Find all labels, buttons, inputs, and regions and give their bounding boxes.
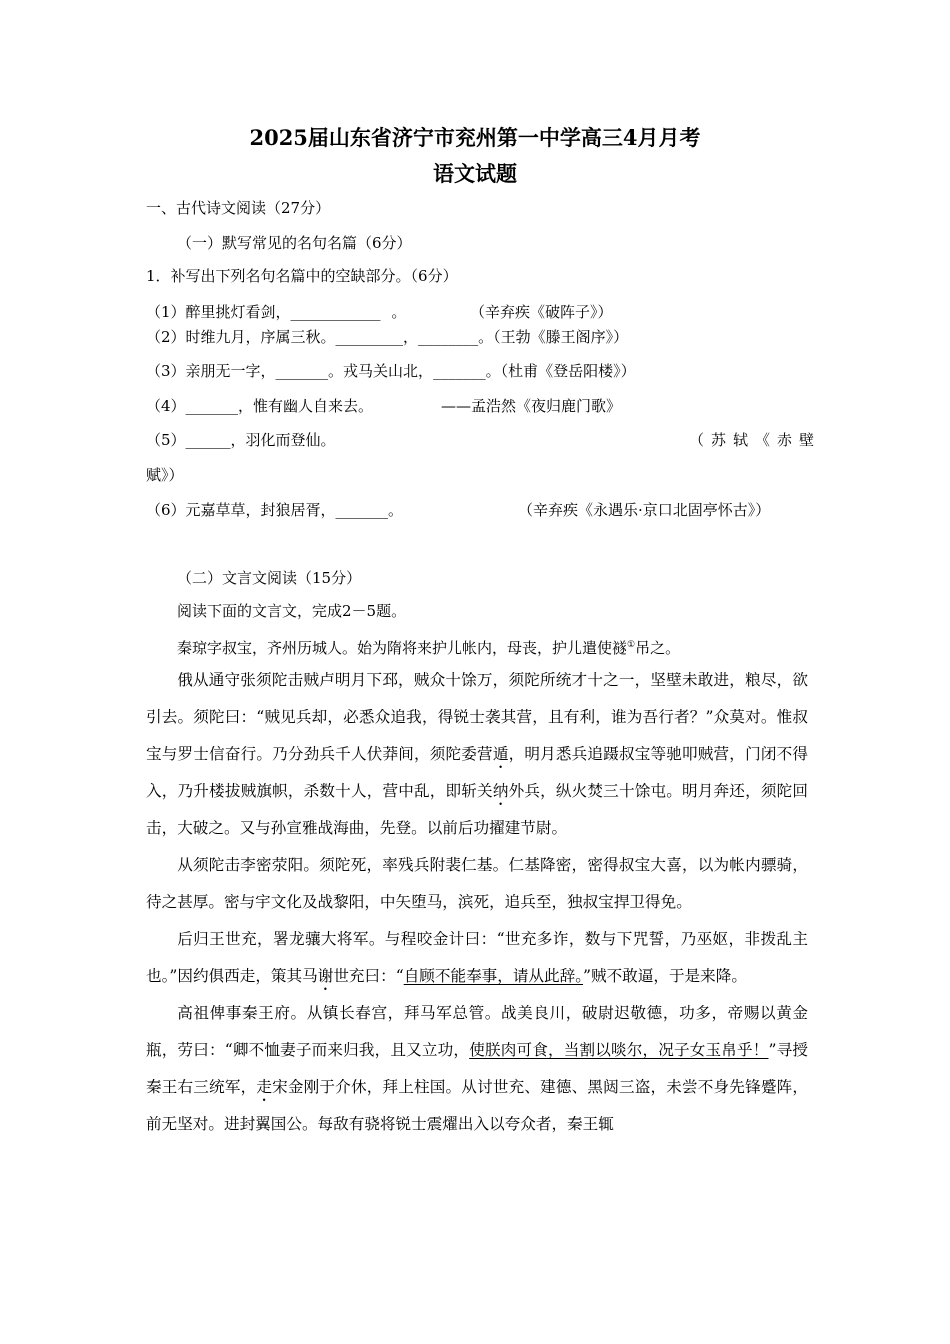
exam-title: 2025届山东省济宁市兖州第一中学高三4月月考 [249, 125, 701, 150]
answer-blank: _______ [433, 362, 486, 380]
answer-blank: _______ [275, 362, 329, 380]
passage-para-1: 秦琼字叔宝，齐州历城人。始为隋将来护儿帐内，母丧，护儿遣使襚①吊之。 [177, 639, 681, 657]
answer-blank: _________ [335, 328, 404, 346]
item-6: （6）元嘉草草，封狼居胥，_______。 [146, 501, 404, 519]
item-5-source-cont: 赋》） [146, 466, 184, 484]
footnote-marker: ① [627, 640, 636, 650]
item-1: （1）醉里挑灯看剑，____________ 。 [146, 303, 407, 321]
passage-para-2: 俄从通守张须陀击贼卢明月下邳，贼众十馀万，须陀所统才十之一，坚壁未敢进，粮尽，欲引去。须陀曰：“贼见兵却，必悉众追我，得锐士袭其营，且有利，谁为吾行者？”众莫对。惟叔宝与罗士信奋行。乃分劲兵千人伏莽间，须陀委营遁，明月悉兵追蹑叔宝等驰叩贼营，门闭不得入，乃升楼拔贼旗帜，杀数十人，营中乱，即斩关纳外兵，纵火焚三十馀屯。明月奔还，须陀回击，大破之。又与孙宣雅战海曲，先登。以前后功擢建节尉。 [146, 671, 808, 837]
answer-blank: ______ [185, 431, 231, 449]
passage-body [146, 662, 808, 1143]
answer-blank: _______ [185, 397, 239, 415]
underlined-sentence: 使朕肉可食，当割以啖尔，况子女玉帛乎！ [469, 1041, 769, 1059]
part2-heading: （二）文言文阅读（15分） [177, 569, 362, 587]
question-1: 1．补写出下列名句名篇中的空缺部分。（6分） [146, 267, 458, 285]
item-5: （5）______，羽化而登仙。 [146, 431, 336, 449]
answer-blank: ____________ [290, 303, 381, 321]
item-5-source: （苏轼《赤壁 [689, 431, 822, 449]
item-2: （2）时维九月，序属三秋。_________，________。（王勃《滕王阁序》） [146, 328, 629, 346]
section-heading: 一、古代诗文阅读（27分） [146, 199, 331, 217]
answer-blank: _______ [335, 501, 389, 519]
passage-para-3: 从须陀击李密荥阳。须陀死，率残兵附裴仁基。仁基降密，密得叔宝大喜，以为帐内骠骑，待之甚厚。密与宇文化及战黎阳，中矢堕马，滨死，追兵至，独叔宝捍卫得免。 [146, 856, 808, 911]
answer-blank: ________ [418, 328, 479, 346]
dotted-char: 纳 [492, 782, 509, 800]
item-4-source: ——孟浩然《夜归鹿门歌》 [441, 397, 622, 415]
part1-heading: （一）默写常见的名句名篇（6分） [177, 234, 412, 252]
item-1-source: （辛弃疾《破阵子》） [470, 303, 613, 321]
dotted-char: 遁 [492, 745, 509, 763]
underlined-sentence: 自顾不能奉事，请从此辞。 [403, 967, 584, 985]
part2-instruction: 阅读下面的文言文，完成2－5题。 [177, 602, 407, 620]
dotted-char: 谢 [317, 967, 334, 985]
item-4: （4）_______，惟有幽人自来去。 [146, 397, 374, 415]
item-6-source: （辛弃疾《永遇乐·京口北固亭怀古》） [518, 501, 771, 519]
passage-para-4: 后归王世充，署龙骧大将军。与程咬金计曰：“世充多诈，数与下咒誓，乃巫妪，非拨乱主也。”因约俱西走，策其马谢世充曰：“自顾不能奉事，请从此辞。”贼不敢逼，于是来降。 [146, 930, 808, 985]
passage-para-5: 高祖俾事秦王府。从镇长春宫，拜马军总管。战美良川，破尉迟敬德，功多，帝赐以黄金瓶，劳曰：“卿不恤妻子而来归我，且又立功，使朕肉可食，当割以啖尔，况子女玉帛乎！”寻授秦王右三统军，走宋金刚于介休，拜上柱国。从讨世充、建德、黑闼三盗，未尝不身先锋蹙阵，前无坚对。进封翼国公。每敌有骁将锐士震燿出入以夸众者，秦王辄 [146, 1004, 808, 1133]
dotted-char: 走 [256, 1078, 273, 1096]
item-3: （3）亲朋无一字，_______。戎马关山北，_______。（杜甫《登岳阳楼》） [146, 362, 636, 380]
exam-subtitle: 语文试题 [433, 161, 517, 186]
